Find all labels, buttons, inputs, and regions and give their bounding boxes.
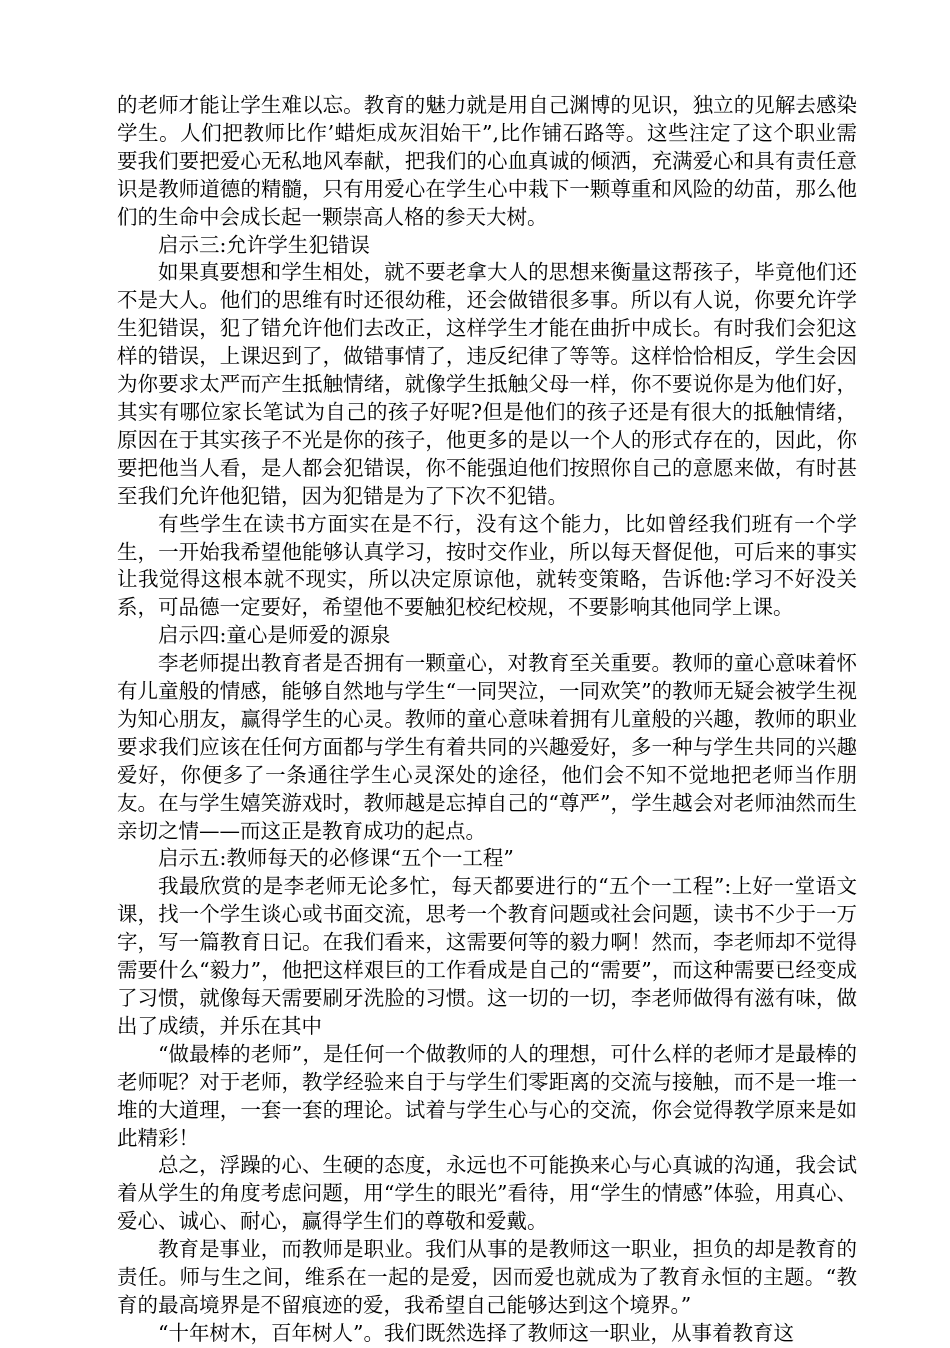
paragraph-conclusion: 总之，浮躁的心、生硬的态度，永远也不可能换来心与心真诚的沟通，我会试着从学生的角度考虑问题，用“学生的眼光”看待，用“学生的情感”体验，用真心、爱心、诚心、耐心，赢得学生们的尊敬和爱戴。 bbox=[117, 1153, 857, 1234]
document-page bbox=[117, 92, 857, 1348]
paragraph-allow-mistakes: 如果真要想和学生相处，就不要老拿大人的思想来衡量这帮孩子，毕竟他们还不是大人。他们的思维有时还很幼稚，还会做错很多事。所以有人说，你要允许学生犯错误，犯了错允许他们去改正，这样学生才能在曲折中成长。有时我们会犯这样的错误，上课迟到了，做错事情了，违反纪律了等等。这样恰恰相反，学生会因为你要求太严而产生抵触情绪，就像学生抵触父母一样，你不要说你是为他们好，其实有哪位家长笔试为自己的孩子好呢?但是他们的孩子还是有很大的抵触情绪，原因在于其实孩子不光是你的孩子，他更多的是以一个人的形式存在的，因此，你要把他当人看，是人都会犯错误，你不能强迫他们按照你自己的意愿来做，有时甚至我们允许他犯错，因为犯错是为了下次不犯错。 bbox=[117, 260, 857, 508]
paragraph-five-ones-project: 我最欣赏的是李老师无论多忙，每天都要进行的“五个一工程”:上好一堂语文课，找一个学生谈心或书面交流，思考一个教育问题或社会问题，读书不少于一万字，写一篇教育日记。在我们看来，这需要何等的毅力啊！然而，李老师却不觉得需要什么“毅力”，他把这样艰巨的工作看成是自己的“需要”，而这种需要已经变成了习惯，就像每天需要刷牙洗脸的习惯。这一切的一切，李老师做得有滋有味，做出了成绩，并乐在其中 bbox=[117, 874, 857, 1038]
paragraph-ten-years-trees: “十年树木，百年树人”。我们既然选择了教师这一职业，从事着教育这 bbox=[158, 1320, 794, 1345]
paragraph-best-teacher: “做最棒的老师”，是任何一个做教师的人的理想，可什么样的老师才是最棒的老师呢？对于老师，教学经验来自于与学生们零距离的交流与接触，而不是一堆一堆的大道理，一套一套的理论。试着与学生心与心的交流，你会觉得教学原来是如此精彩！ bbox=[117, 1041, 857, 1150]
paragraph-education-career: 教育是事业，而教师是职业。我们从事的是教师这一职业，担负的却是教育的责任。师与生之间，维系在一起的是爱，因而爱也就成为了教育永恒的主题。“教育的最高境界是不留痕迹的爱，我希望自己能够达到这个境界。” bbox=[117, 1237, 857, 1317]
heading-insight-four: 启示四:童心是师爱的源泉 bbox=[158, 623, 391, 648]
paragraph-student-example: 有些学生在读书方面实在是不行，没有这个能力，比如曾经我们班有一个学生，一开始我希望他能够认真学习，按时交作业，所以每天督促他，可后来的事实让我觉得这根本就不现实，所以决定原谅他，就转变策略，告诉他:学习不好没关系，可品德一定要好，希望他不要触犯校纪校规，不要影响其他同学上课。 bbox=[117, 511, 857, 620]
paragraph-teacher-charm: 的老师才能让学生难以忘。教育的魅力就是用自己渊博的见识，独立的见解去感染学生。人们把教师比作’蜡炬成灰泪始干”,比作铺石路等。这些注定了这个职业需要我们要把爱心无私地风奉献，把我们的心血真诚的倾洒，充满爱心和具有责任意识是教师道德的精髓，只有用爱心在学生心中栽下一颗尊重和风险的幼苗，那么他们的生命中会成长起一颗崇高人格的参天大树。 bbox=[117, 93, 857, 229]
heading-insight-five: 启示五:教师每天的必修课“五个一工程” bbox=[158, 846, 514, 871]
heading-insight-three: 启示三:允许学生犯错误 bbox=[158, 232, 370, 257]
paragraph-childlike-heart: 李老师提出教育者是否拥有一颗童心，对教育至关重要。教师的童心意味着怀有儿童般的情感，能够自然地与学生“一同哭泣，一同欢笑”的教师无疑会被学生视为知心朋友，赢得学生的心灵。教师的童心意味着拥有儿童般的兴趣，教师的职业要求我们应该在任何方面都与学生有着共同的兴趣爱好，多一种与学生共同的兴趣爱好，你便多了一条通往学生心灵深处的途径，他们会不知不觉地把老师当作朋友。在与学生嬉笑游戏时，教师越是忘掉自己的“尊严”，学生越会对老师油然而生亲切之情——而这正是教育成功的起点。 bbox=[117, 651, 857, 843]
